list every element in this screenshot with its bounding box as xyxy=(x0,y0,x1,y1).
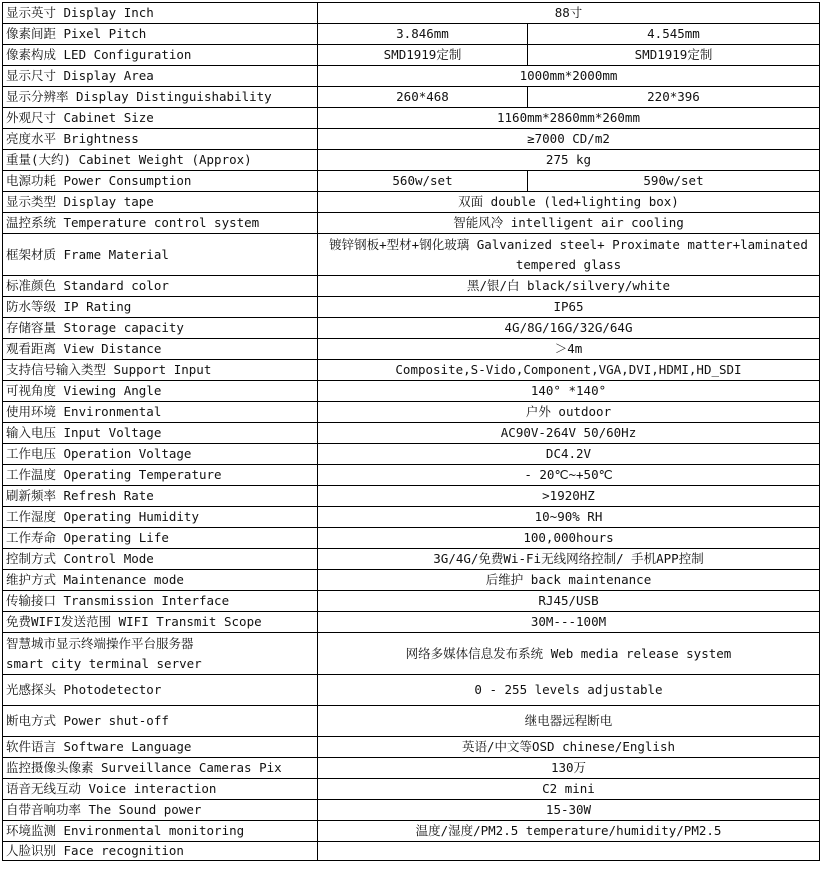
spec-row xyxy=(3,150,820,171)
spec-value: 4G/8G/16G/32G/64G xyxy=(318,318,820,339)
spec-label: 控制方式 Control Mode xyxy=(3,549,318,570)
spec-label: 重量(大约) Cabinet Weight (Approx) xyxy=(3,150,318,171)
spec-row xyxy=(3,360,820,381)
spec-row xyxy=(3,675,820,706)
spec-label: 光感探头 Photodetector xyxy=(3,675,318,706)
spec-label: 温控系统 Temperature control system xyxy=(3,213,318,234)
spec-value: 英语/中文等OSD chinese/English xyxy=(318,737,820,758)
spec-value: ≥7000 CD/m2 xyxy=(318,129,820,150)
spec-value xyxy=(318,842,820,861)
spec-label: 语音无线互动 Voice interaction xyxy=(3,779,318,800)
spec-row xyxy=(3,192,820,213)
spec-label: 工作温度 Operating Temperature xyxy=(3,465,318,486)
spec-value: 双面 double (led+lighting box) xyxy=(318,192,820,213)
spec-label: 自带音响功率 The Sound power xyxy=(3,800,318,821)
spec-label: 像素间距 Pixel Pitch xyxy=(3,24,318,45)
spec-value: 30M---100M xyxy=(318,612,820,633)
spec-label: 工作电压 Operation Voltage xyxy=(3,444,318,465)
spec-label: 显示英寸 Display Inch xyxy=(3,3,318,24)
spec-label: 可视角度 Viewing Angle xyxy=(3,381,318,402)
spec-table-body xyxy=(3,3,820,861)
spec-row xyxy=(3,423,820,444)
spec-value-model-b: 220*396 xyxy=(528,87,820,108)
spec-value: 镀锌钢板+型材+钢化玻璃 Galvanized steel+ Proximate matter+laminated tempered glass xyxy=(318,234,820,276)
spec-row xyxy=(3,486,820,507)
spec-label: 工作寿命 Operating Life xyxy=(3,528,318,549)
spec-row xyxy=(3,108,820,129)
spec-label: 免费WIFI发送范围 WIFI Transmit Scope xyxy=(3,612,318,633)
spec-label: 亮度水平 Brightness xyxy=(3,129,318,150)
spec-row xyxy=(3,570,820,591)
spec-label: 软件语言 Software Language xyxy=(3,737,318,758)
spec-value: 15-30W xyxy=(318,800,820,821)
spec-row xyxy=(3,507,820,528)
spec-value: 智能风冷 intelligent air cooling xyxy=(318,213,820,234)
spec-value: C2 mini xyxy=(318,779,820,800)
spec-value-model-a: 560w/set xyxy=(318,171,528,192)
spec-label: 防水等级 IP Rating xyxy=(3,297,318,318)
spec-label: 传输接口 Transmission Interface xyxy=(3,591,318,612)
spec-label: 输入电压 Input Voltage xyxy=(3,423,318,444)
spec-value-model-a: SMD1919定制 xyxy=(318,45,528,66)
spec-label: 框架材质 Frame Material xyxy=(3,234,318,276)
spec-label: 电源功耗 Power Consumption xyxy=(3,171,318,192)
spec-row xyxy=(3,633,820,675)
spec-label: 标准颜色 Standard color xyxy=(3,276,318,297)
spec-label: 像素构成 LED Configuration xyxy=(3,45,318,66)
spec-row xyxy=(3,444,820,465)
spec-value-model-b: 590w/set xyxy=(528,171,820,192)
spec-value: 户外 outdoor xyxy=(318,402,820,423)
spec-row xyxy=(3,706,820,737)
spec-label: 显示类型 Display tape xyxy=(3,192,318,213)
spec-label: 工作湿度 Operating Humidity xyxy=(3,507,318,528)
spec-table xyxy=(2,2,820,861)
spec-row xyxy=(3,779,820,800)
spec-row xyxy=(3,45,820,66)
spec-row xyxy=(3,24,820,45)
spec-value: DC4.2V xyxy=(318,444,820,465)
spec-value: 140° *140° xyxy=(318,381,820,402)
spec-row xyxy=(3,612,820,633)
spec-row xyxy=(3,381,820,402)
spec-value: - 20℃~+50℃ xyxy=(318,465,820,486)
spec-value: >1920HZ xyxy=(318,486,820,507)
spec-value: 温度/湿度/PM2.5 temperature/humidity/PM2.5 xyxy=(318,821,820,842)
spec-label: 维护方式 Maintenance mode xyxy=(3,570,318,591)
spec-label: 环境监测 Environmental monitoring xyxy=(3,821,318,842)
spec-value: 10~90% RH xyxy=(318,507,820,528)
spec-value: 275 kg xyxy=(318,150,820,171)
spec-label: 使用环境 Environmental xyxy=(3,402,318,423)
spec-label: 存储容量 Storage capacity xyxy=(3,318,318,339)
spec-row xyxy=(3,591,820,612)
spec-label: 刷新频率 Refresh Rate xyxy=(3,486,318,507)
spec-value: Composite,S-Vido,Component,VGA,DVI,HDMI,HD_SDI xyxy=(318,360,820,381)
spec-row xyxy=(3,297,820,318)
spec-row xyxy=(3,800,820,821)
spec-label: 显示分辨率 Display Distinguishability xyxy=(3,87,318,108)
spec-row xyxy=(3,402,820,423)
spec-row xyxy=(3,87,820,108)
spec-value: 0 - 255 levels adjustable xyxy=(318,675,820,706)
spec-row xyxy=(3,737,820,758)
spec-label: 观看距离 View Distance xyxy=(3,339,318,360)
spec-row xyxy=(3,758,820,779)
spec-row xyxy=(3,528,820,549)
spec-row xyxy=(3,3,820,24)
spec-value: 100,000hours xyxy=(318,528,820,549)
spec-row xyxy=(3,171,820,192)
spec-label: 智慧城市显示终端操作平台服务器 smart city terminal server xyxy=(3,633,318,675)
spec-row xyxy=(3,821,820,842)
spec-row xyxy=(3,318,820,339)
spec-value: 1160mm*2860mm*260mm xyxy=(318,108,820,129)
spec-row xyxy=(3,339,820,360)
spec-label: 显示尺寸 Display Area xyxy=(3,66,318,87)
spec-label: 人脸识别 Face recognition xyxy=(3,842,318,861)
spec-row xyxy=(3,842,820,861)
spec-value-model-a: 3.846mm xyxy=(318,24,528,45)
spec-row xyxy=(3,213,820,234)
spec-label: 外观尺寸 Cabinet Size xyxy=(3,108,318,129)
spec-value: ＞4m xyxy=(318,339,820,360)
spec-value-model-b: 4.545mm xyxy=(528,24,820,45)
spec-label: 监控摄像头像素 Surveillance Cameras Pix xyxy=(3,758,318,779)
spec-value: 黑/银/白 black/silvery/white xyxy=(318,276,820,297)
spec-value: 后维护 back maintenance xyxy=(318,570,820,591)
spec-row xyxy=(3,276,820,297)
spec-row xyxy=(3,129,820,150)
spec-row xyxy=(3,465,820,486)
spec-value: 3G/4G/免费Wi-Fi无线网络控制/ 手机APP控制 xyxy=(318,549,820,570)
spec-value: RJ45/USB xyxy=(318,591,820,612)
spec-value-model-a: 260*468 xyxy=(318,87,528,108)
spec-value: 网络多媒体信息发布系统 Web media release system xyxy=(318,633,820,675)
spec-value: 1000mm*2000mm xyxy=(318,66,820,87)
spec-value: 88寸 xyxy=(318,3,820,24)
spec-row xyxy=(3,549,820,570)
spec-row xyxy=(3,234,820,276)
spec-value: 继电器远程断电 xyxy=(318,706,820,737)
spec-value: IP65 xyxy=(318,297,820,318)
spec-row xyxy=(3,66,820,87)
spec-value: 130万 xyxy=(318,758,820,779)
spec-label: 支持信号输入类型 Support Input xyxy=(3,360,318,381)
spec-value: AC90V-264V 50/60Hz xyxy=(318,423,820,444)
spec-value-model-b: SMD1919定制 xyxy=(528,45,820,66)
spec-label: 断电方式 Power shut-off xyxy=(3,706,318,737)
